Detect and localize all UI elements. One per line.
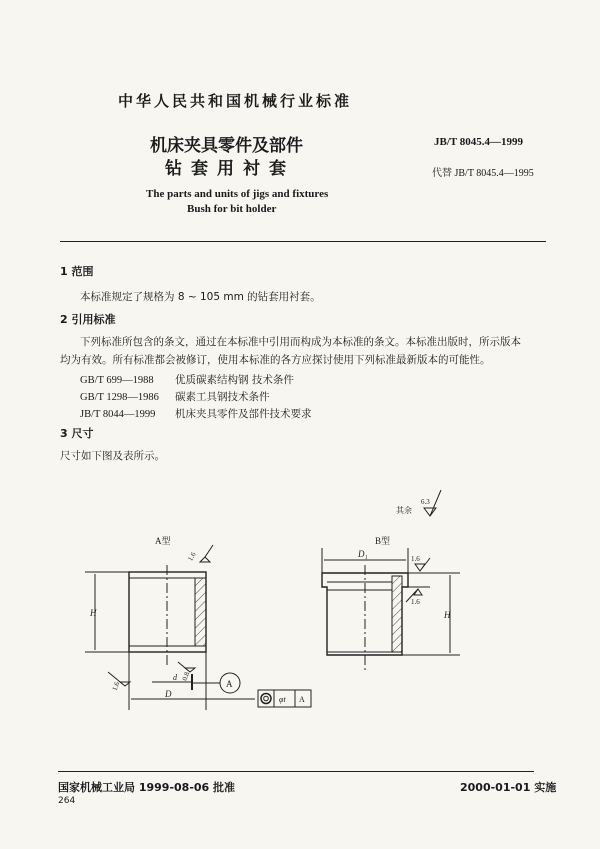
title-cn-line1: 机床夹具零件及部件 bbox=[150, 136, 303, 156]
section-2-heading: 2 引用标准 bbox=[60, 313, 116, 326]
reference-code: GB/T 1298—1986 bbox=[80, 392, 159, 403]
standard-code: JB/T 8045.4—1999 bbox=[434, 136, 524, 148]
type-a-roughness-top: 1.6 bbox=[186, 550, 198, 563]
type-b-height-label: H bbox=[444, 610, 451, 620]
type-b-drawing bbox=[322, 535, 460, 673]
title-en-line1: The parts and units of jigs and fixtures bbox=[146, 188, 329, 200]
title-cn-line2: 钻套用衬套 bbox=[165, 159, 295, 179]
page-number: 264 bbox=[58, 796, 76, 806]
concentricity-icon bbox=[261, 694, 271, 704]
type-a-outer-diameter-label: D bbox=[165, 689, 172, 699]
reference-code: GB/T 699—1988 bbox=[80, 375, 154, 386]
tolerance-value: φt bbox=[279, 695, 286, 704]
type-a-label: A型 bbox=[155, 536, 171, 546]
remaining-roughness-symbol bbox=[396, 490, 441, 516]
section-3-heading: 3 尺寸 bbox=[60, 427, 94, 440]
replaces-standard: 代替 JB/T 8045.4—1995 bbox=[432, 168, 534, 179]
type-a-inner-diameter-label: d bbox=[173, 673, 177, 682]
organization-title: 中华人民共和国机械行业标准 bbox=[118, 92, 353, 110]
type-b-roughness-top: 1.6 bbox=[411, 555, 420, 563]
section-1-heading: 1 范围 bbox=[60, 265, 94, 278]
title-en-line2: Bush for bit holder bbox=[187, 203, 277, 215]
implementation-date: 2000-01-01 实施 bbox=[460, 781, 557, 794]
section-2-body-line1: 下列标准所包含的条文，通过在本标准中引用而构成为本标准的条文。本标准出版时，所示版本 bbox=[80, 336, 521, 348]
section-3-body: 尺寸如下图及表所示。 bbox=[60, 450, 165, 462]
reference-title: 机床夹具零件及部件技术要求 bbox=[175, 408, 312, 420]
remaining-roughness-label: 其余 bbox=[396, 506, 412, 515]
type-b-roughness-shoulder: 1.6 bbox=[411, 598, 420, 606]
type-b-label: B型 bbox=[375, 536, 391, 546]
reference-title: 碳素工具钢技术条件 bbox=[175, 391, 270, 403]
type-a-roughness-bottom: 1.6 bbox=[110, 680, 122, 692]
type-a-height-label: H bbox=[90, 608, 97, 618]
section-2-body-line2: 均为有效。所有标准都会被修订，使用本标准的各方应探讨使用下列标准最新版本的可能性。 bbox=[60, 354, 491, 366]
type-a-roughness-bore: 0.8 bbox=[180, 670, 192, 682]
reference-code: JB/T 8044—1999 bbox=[80, 409, 156, 420]
tolerance-datum: A bbox=[299, 695, 305, 704]
type-a-drawing bbox=[85, 535, 311, 710]
approval-info: 国家机械工业局 1999-08-06 批准 bbox=[58, 781, 236, 794]
reference-title: 优质碳素结构钢 技术条件 bbox=[175, 374, 294, 386]
section-1-body: 本标准规定了规格为 8 ~ 105 mm 的钻套用衬套。 bbox=[80, 291, 321, 303]
remaining-roughness-value: 6.3 bbox=[421, 498, 430, 506]
type-b-flange-diameter-label: D₁ bbox=[358, 549, 368, 559]
datum-label: A bbox=[226, 679, 233, 689]
footer-divider bbox=[58, 771, 534, 772]
